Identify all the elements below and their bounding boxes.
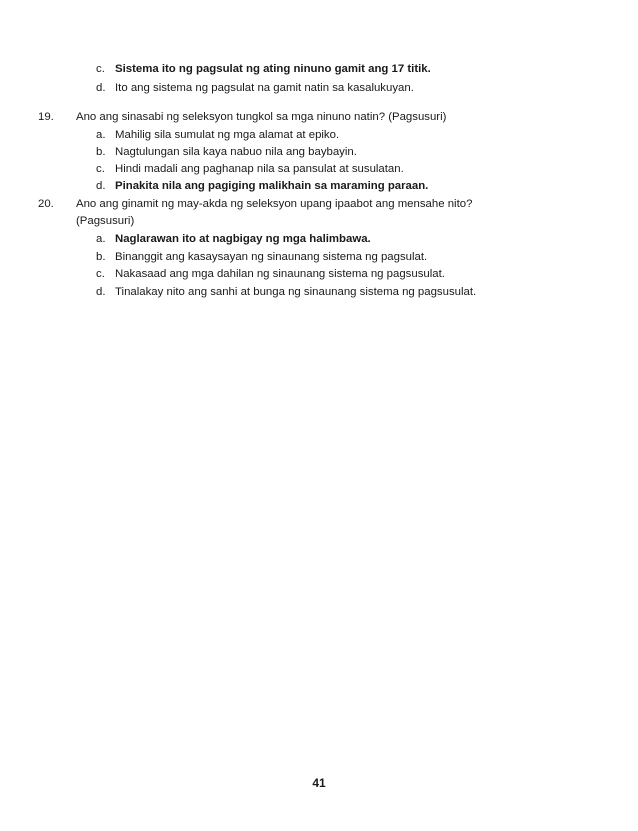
option-letter: d. bbox=[96, 286, 106, 298]
option-letter: a. bbox=[96, 233, 106, 245]
option-text: Ito ang sistema ng pagsulat na gamit natin sa kasalukuyan. bbox=[115, 82, 414, 94]
question-20-option-c bbox=[96, 266, 445, 282]
option-text: Mahilig sila sumulat ng mga alamat at epiko. bbox=[115, 129, 340, 141]
option-text: Binanggit ang kasaysayan ng sinaunang sistema ng pagsulat. bbox=[115, 251, 428, 263]
question-19-option-b bbox=[96, 144, 357, 160]
option-letter: a. bbox=[96, 129, 106, 141]
option-letter: b. bbox=[96, 146, 106, 158]
option-text: Sistema ito ng pagsulat ng ating ninuno gamit ang 17 titik. bbox=[115, 63, 431, 75]
prev-option-c bbox=[96, 61, 431, 77]
option-letter: d. bbox=[96, 180, 106, 192]
option-text: Tinalakay nito ang sanhi at bunga ng sinaunang sistema ng pagsusulat. bbox=[115, 286, 477, 298]
option-letter: c. bbox=[96, 63, 105, 75]
option-text: Naglarawan ito at nagbigay ng mga halimbawa. bbox=[115, 233, 371, 245]
option-text: Hindi madali ang paghanap nila sa pansulat at susulatan. bbox=[115, 163, 404, 175]
question-19-number: 19. bbox=[38, 111, 54, 123]
prev-option-d bbox=[96, 80, 414, 96]
question-20-option-a bbox=[96, 231, 371, 247]
question-19-option-d bbox=[96, 178, 428, 194]
question-20-stem-line1: Ano ang ginamit ng may-akda ng seleksyon upang ipaabot ang mensahe nito? bbox=[76, 198, 473, 210]
option-text: Nakasaad ang mga dahilan ng sinaunang sistema ng pagsusulat. bbox=[115, 268, 445, 280]
option-letter: d. bbox=[96, 82, 106, 94]
option-letter: c. bbox=[96, 268, 105, 280]
question-19-option-a bbox=[96, 127, 339, 143]
question-20-option-b bbox=[96, 249, 427, 265]
page-number: 41 bbox=[312, 776, 326, 790]
option-letter: b. bbox=[96, 251, 106, 263]
option-letter: c. bbox=[96, 163, 105, 175]
question-20-number: 20. bbox=[38, 198, 54, 210]
question-19-stem: Ano ang sinasabi ng seleksyon tungkol sa mga ninuno natin? (Pagsusuri) bbox=[76, 111, 447, 123]
question-19-option-c bbox=[96, 161, 404, 177]
option-text: Nagtulungan sila kaya nabuo nila ang baybayin. bbox=[115, 146, 357, 158]
question-20-option-d bbox=[96, 284, 476, 300]
question-20-stem-line2: (Pagsusuri) bbox=[76, 215, 135, 227]
option-text: Pinakita nila ang pagiging malikhain sa maraming paraan. bbox=[115, 180, 429, 192]
